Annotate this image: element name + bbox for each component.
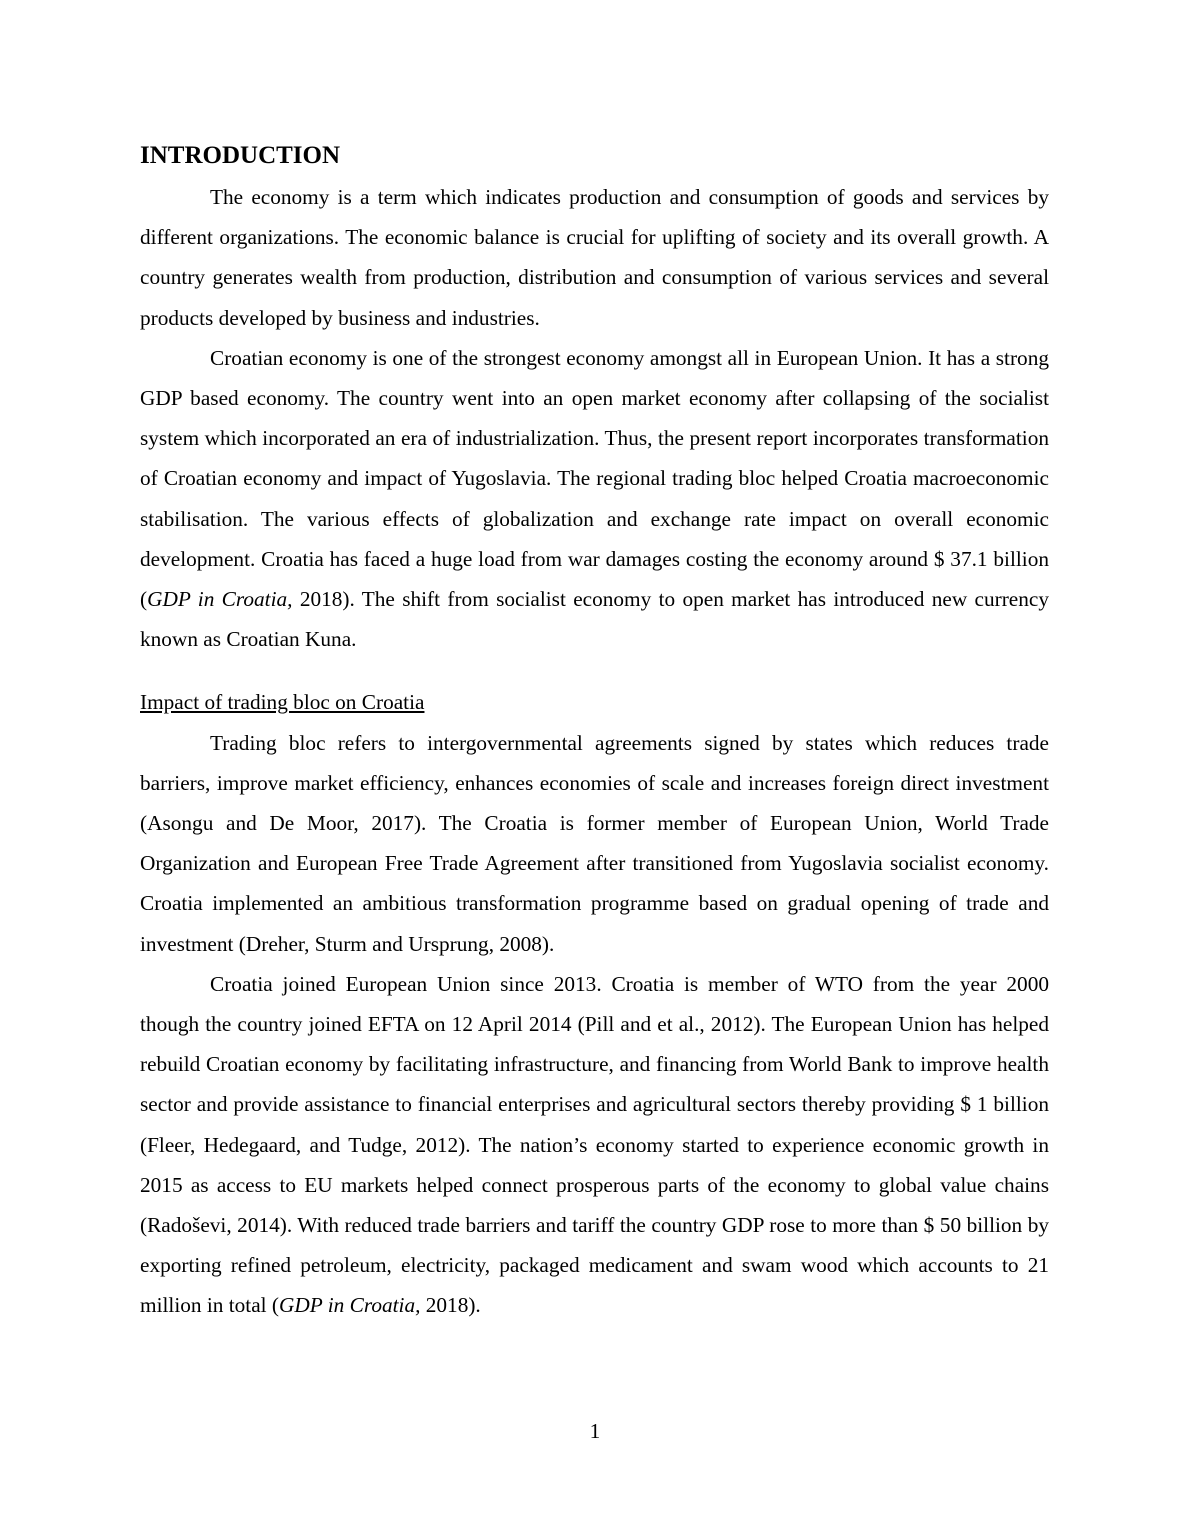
section-paragraph-2 xyxy=(140,964,1049,1326)
intro-paragraph-2-text-a: Croatian economy is one of the strongest economy amongst all in European Union. It has a strong GDP based economy. The country went into an open market economy after collapsing of the socialist system which incorporated an era of industrialization. Thus, the present report incorporates transformation of Croatian economy and impact of Yugoslavia. The regional trading bloc helped Croatia macroeconomic stabilisation. The various effects of globalization and exchange rate impact on overall economic development. Croatia has faced a huge load from war damages costing the economy around $ 37.1 billion ( xyxy=(140,345,1049,612)
section-paragraph-2-citation: GDP in Croatia, xyxy=(279,1293,421,1318)
section-paragraph-2-text-a: Croatia joined European Union since 2013. Croatia is member of WTO from the year 2000 though the country joined EFTA on 12 April 2014 (Pill and et al., 2012). The European Union has helped rebuild Croatian economy by facilitating infrastructure, and financing from World Bank to improve health sector and provide assistance to financial enterprises and agricultural sectors thereby providing $ 1 billion (Fleer, Hedegaard, and Tudge, 2012). The nation’s economy started to experience economic growth in 2015 as access to EU markets helped connect prosperous parts of the economy to global value chains (Radoševi, 2014). With reduced trade barriers and tariff the country GDP rose to more than $ 50 billion by exporting refined petroleum, electricity, packaged medicament and swam wood which accounts to 21 million in total ( xyxy=(140,971,1049,1318)
document-page xyxy=(140,140,1049,1326)
section-paragraph-1: Trading bloc refers to intergovernmental agreements signed by states which reduces trade barriers, improve market efficiency, enhances economies of scale and increases foreign direct investment (Asongu and De Moor, 2017). The Croatia is former member of European Union, World Trade Organization and European Free Trade Agreement after transitioned from Yugoslavia socialist economy. Croatia implemented an ambitious transformation programme based on gradual opening of trade and investment (Dreher, Sturm and Ursprung, 2008). xyxy=(140,730,1049,956)
intro-paragraph-2-text-b: 2018). The shift from socialist economy to open market has introduced new currency known as Croatian Kuna. xyxy=(140,587,1050,652)
intro-paragraph-1: The economy is a term which indicates production and consumption of goods and services by different organizations. The economic balance is crucial for uplifting of society and its overall growth. A country generates wealth from production, distribution and consumption of various services and several products developed by business and industries. xyxy=(140,185,1049,330)
intro-paragraph-2-citation: GDP in Croatia, xyxy=(147,587,293,612)
page-number: 1 xyxy=(589,1419,601,1443)
section-paragraph-2-text-b: 2018). xyxy=(420,1293,481,1318)
section-heading: Impact of trading bloc on Croatia xyxy=(140,690,425,715)
intro-paragraph-2 xyxy=(140,338,1049,660)
page-title: INTRODUCTION xyxy=(140,142,341,169)
